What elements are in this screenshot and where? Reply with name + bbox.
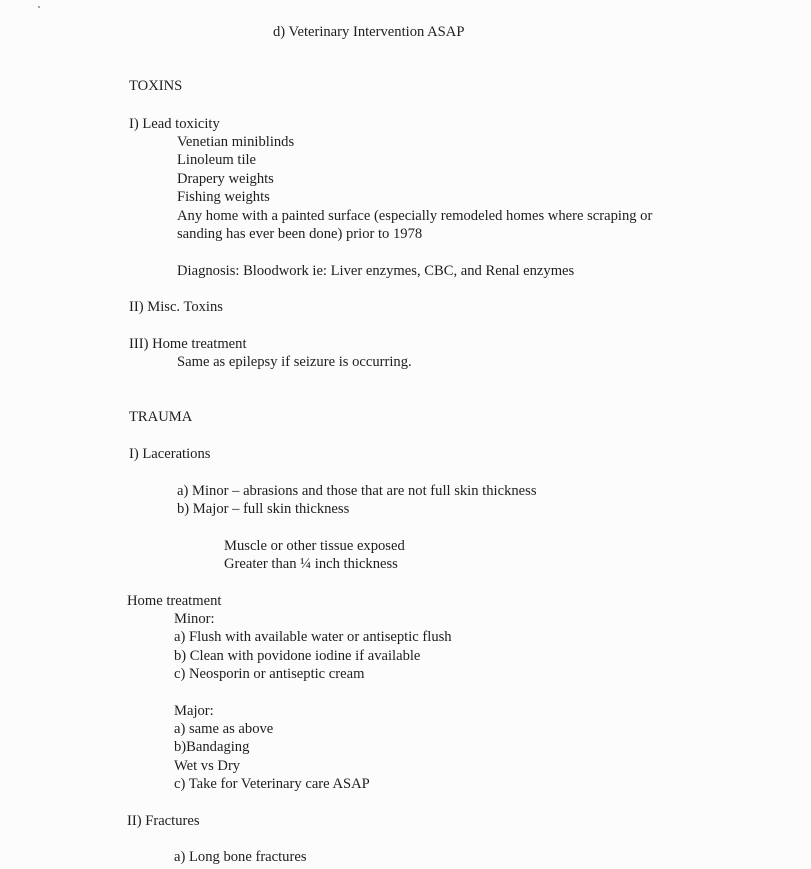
toxins-home-treatment-title: III) Home treatment [129,336,247,352]
lead-source-item: Fishing weights [177,189,270,205]
misc-toxins-title: II) Misc. Toxins [129,299,223,315]
fractures-item: a) Long bone fractures [174,849,307,865]
lacerations-minor: a) Minor – abrasions and those that are not full skin thickness [177,483,537,499]
home-treatment-major-item: Wet vs Dry [174,758,241,774]
lead-source-item: Drapery weights [177,171,274,187]
home-treatment-major-label: Major: [174,703,214,719]
toxins-heading: TOXINS [129,78,183,94]
lead-diagnosis: Diagnosis: Bloodwork ie: Liver enzymes, CBC, and Renal enzymes [177,263,575,279]
home-treatment-minor-item: b) Clean with povidone iodine if available [174,648,421,664]
lead-source-item: Any home with a painted surface (especially remodeled homes where scraping or [177,208,653,224]
trauma-heading: TRAUMA [129,409,193,425]
toxins-home-treatment-text: Same as epilepsy if seizure is occurring. [177,354,412,370]
scan-speck [38,6,40,8]
home-treatment-minor-item: a) Flush with available water or antiseptic flush [174,629,452,645]
lead-toxicity-title: I) Lead toxicity [129,116,220,132]
home-treatment-minor-label: Minor: [174,611,215,627]
lacerations-title: I) Lacerations [129,446,211,462]
trauma-home-treatment-title: Home treatment [127,593,222,609]
home-treatment-major-item: c) Take for Veterinary care ASAP [174,776,370,792]
lead-source-item: Venetian miniblinds [177,134,295,150]
top-line: d) Veterinary Intervention ASAP [273,24,465,40]
home-treatment-major-item: b)Bandaging [174,739,250,755]
lacerations-major-detail: Greater than ¼ inch thickness [224,556,398,572]
home-treatment-major-item: a) same as above [174,721,274,737]
lead-source-item: sanding has ever been done) prior to 1978 [177,226,423,242]
lead-source-item: Linoleum tile [177,152,257,168]
home-treatment-minor-item: c) Neosporin or antiseptic cream [174,666,365,682]
lacerations-major: b) Major – full skin thickness [177,501,350,517]
fractures-title: II) Fractures [127,813,200,829]
lacerations-major-detail: Muscle or other tissue exposed [224,538,405,554]
